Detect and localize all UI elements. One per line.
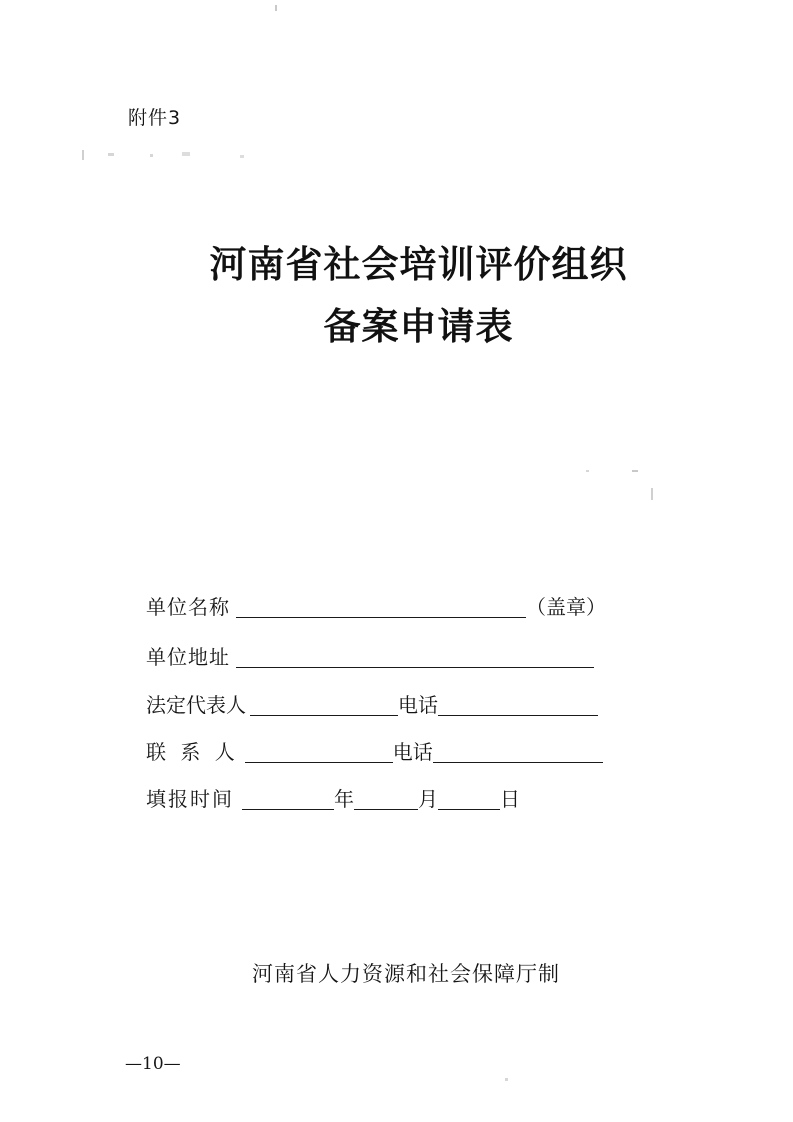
legal-rep-phone-field[interactable] — [438, 691, 598, 716]
day-field[interactable] — [438, 785, 500, 810]
scan-speck — [108, 153, 114, 156]
month-field[interactable] — [354, 785, 418, 810]
phone-label-2: 电话 — [392, 740, 433, 764]
form-row-legal-representative — [146, 688, 598, 718]
scan-speck — [240, 155, 244, 158]
form-row-unit-name — [146, 590, 606, 620]
unit-name-label: 单位名称 — [146, 595, 230, 619]
contact-label: 联 系 人 — [146, 740, 239, 764]
phone-label-1: 电话 — [398, 693, 438, 717]
attachment-label: 附件3 — [128, 107, 182, 129]
document-title-line-1: 河南省社会培训评价组织 — [209, 243, 628, 286]
scan-speck — [150, 154, 153, 157]
year-field[interactable] — [242, 785, 334, 810]
month-unit: 月 — [418, 787, 438, 811]
scan-speck — [182, 152, 190, 156]
form-row-unit-address — [146, 640, 594, 670]
contact-field[interactable] — [245, 738, 393, 763]
scan-speck — [82, 150, 84, 160]
legal-rep-field[interactable] — [250, 691, 398, 716]
scan-speck — [586, 470, 589, 472]
day-unit: 日 — [500, 787, 520, 811]
unit-address-label: 单位地址 — [146, 645, 230, 669]
legal-rep-label: 法定代表人 — [146, 693, 246, 717]
contact-phone-field[interactable] — [433, 738, 603, 763]
issuer-line: 河南省人力资源和社会保障厅制 — [252, 962, 560, 986]
unit-name-field[interactable] — [236, 593, 526, 618]
fill-date-label: 填报时间 — [146, 787, 234, 811]
scan-speck — [651, 488, 653, 500]
form-row-fill-date — [146, 782, 520, 812]
scan-speck — [275, 5, 277, 11]
form-row-contact-person — [146, 735, 603, 765]
seal-note: （盖章） — [526, 595, 606, 619]
document-title-line-2: 备案申请表 — [323, 305, 514, 348]
year-unit: 年 — [334, 787, 354, 811]
page-number: —10— — [125, 1054, 181, 1074]
scan-speck — [505, 1078, 508, 1081]
scan-speck — [632, 470, 638, 472]
unit-address-field[interactable] — [236, 643, 594, 668]
